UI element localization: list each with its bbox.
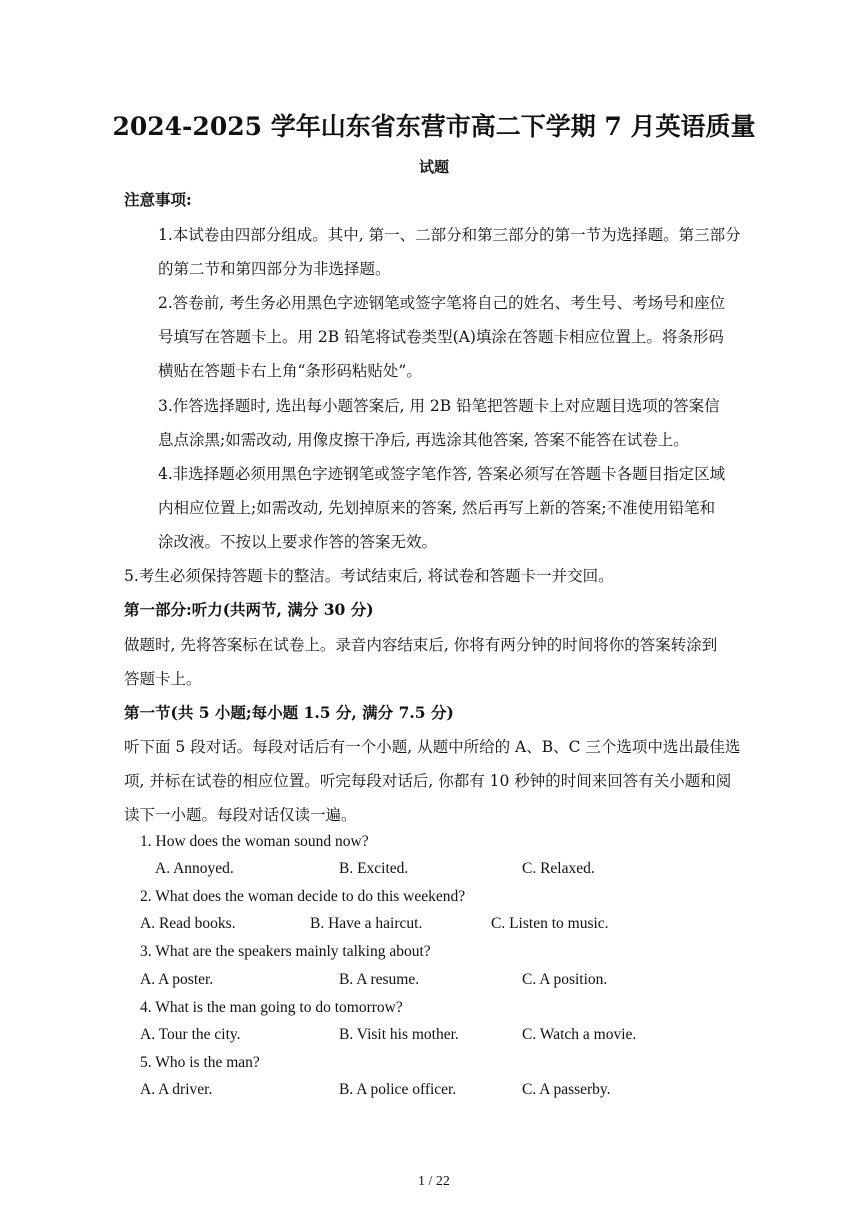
notice-line: 内相应位置上;如需改动, 先划掉原来的答案, 然后再写上新的答案;不准使用铅笔和 [158, 499, 716, 517]
option-b: B. Excited. [339, 860, 409, 877]
option-c: C. Relaxed. [522, 860, 595, 877]
question-stem: 4. What is the man going to do tomorrow? [140, 999, 403, 1016]
section1-heading: 第一节(共 5 小题;每小题 1.5 分, 满分 7.5 分) [124, 703, 454, 722]
notice-line: 号填写在答题卡上。用 2B 铅笔将试卷类型(A)填涂在答题卡相应位置上。将条形码 [158, 328, 724, 346]
part1-heading: 第一部分:听力(共两节, 满分 30 分) [124, 600, 374, 619]
notice-line: 横贴在答题卡右上角“条形码粘贴处”。 [158, 362, 422, 380]
option-a: A. Annoyed. [155, 860, 234, 877]
notice-line: 1.本试卷由四部分组成。其中, 第一、二部分和第三部分的第一节为选择题。第三部分 [158, 226, 741, 244]
option-a: A. Tour the city. [140, 1026, 241, 1043]
option-b: B. Have a haircut. [310, 915, 423, 932]
option-c: C. A position. [522, 971, 608, 988]
question-stem: 1. How does the woman sound now? [140, 833, 369, 850]
part1-intro-line: 答题卡上。 [124, 670, 202, 688]
option-c: C. Listen to music. [491, 915, 609, 932]
document-title: 2024-2025 学年山东省东营市高二下学期 7 月英语质量 [112, 112, 756, 141]
option-b: B. Visit his mother. [339, 1026, 459, 1043]
part1-intro-line: 做题时, 先将答案标在试卷上。录音内容结束后, 你将有两分钟的时间将你的答案转涂到 [124, 636, 718, 654]
notice-line: 涂改液。不按以上要求作答的答案无效。 [158, 533, 438, 551]
notice-heading: 注意事项: [124, 190, 192, 209]
question-stem: 5. Who is the man? [140, 1054, 260, 1071]
section1-intro-line: 项, 并标在试卷的相应位置。听完每段对话后, 你都有 10 秒钟的时间来回答有关小题和阅 [124, 772, 732, 790]
document-subtitle: 试题 [418, 158, 449, 176]
option-a: A. A poster. [140, 971, 214, 988]
option-b: B. A police officer. [339, 1081, 457, 1098]
section1-intro-line: 听下面 5 段对话。每段对话后有一个小题, 从题中所给的 A、B、C 三个选项中选出最佳选 [124, 738, 741, 756]
option-c: C. Watch a movie. [522, 1026, 637, 1043]
notice-line: 2.答卷前, 考生务必用黑色字迹钢笔或签字笔将自己的姓名、考生号、考场号和座位 [158, 294, 726, 312]
option-a: A. A driver. [140, 1081, 213, 1098]
question-stem: 3. What are the speakers mainly talking about? [140, 943, 431, 960]
page-number: 1 / 22 [418, 1174, 450, 1189]
option-a: A. Read books. [140, 915, 236, 932]
option-b: B. A resume. [339, 971, 420, 988]
notice-line: 4.非选择题必须用黑色字迹钢笔或签字笔作答, 答案必须写在答题卡各题目指定区域 [158, 465, 726, 483]
notice-line: 5.考生必须保持答题卡的整洁。考试结束后, 将试卷和答题卡一并交回。 [124, 567, 614, 585]
question-stem: 2. What does the woman decide to do this weekend? [140, 888, 466, 905]
notice-line: 息点涂黑;如需改动, 用像皮擦干净后, 再选涂其他答案, 答案不能答在试卷上。 [158, 431, 689, 449]
notice-line: 3.作答选择题时, 选出每小题答案后, 用 2B 铅笔把答题卡上对应题目选项的答案信 [158, 397, 720, 415]
notice-line: 的第二节和第四部分为非选择题。 [158, 260, 391, 278]
option-c: C. A passerby. [522, 1081, 611, 1098]
section1-intro-line: 读下一小题。每段对话仅读一遍。 [124, 806, 357, 824]
